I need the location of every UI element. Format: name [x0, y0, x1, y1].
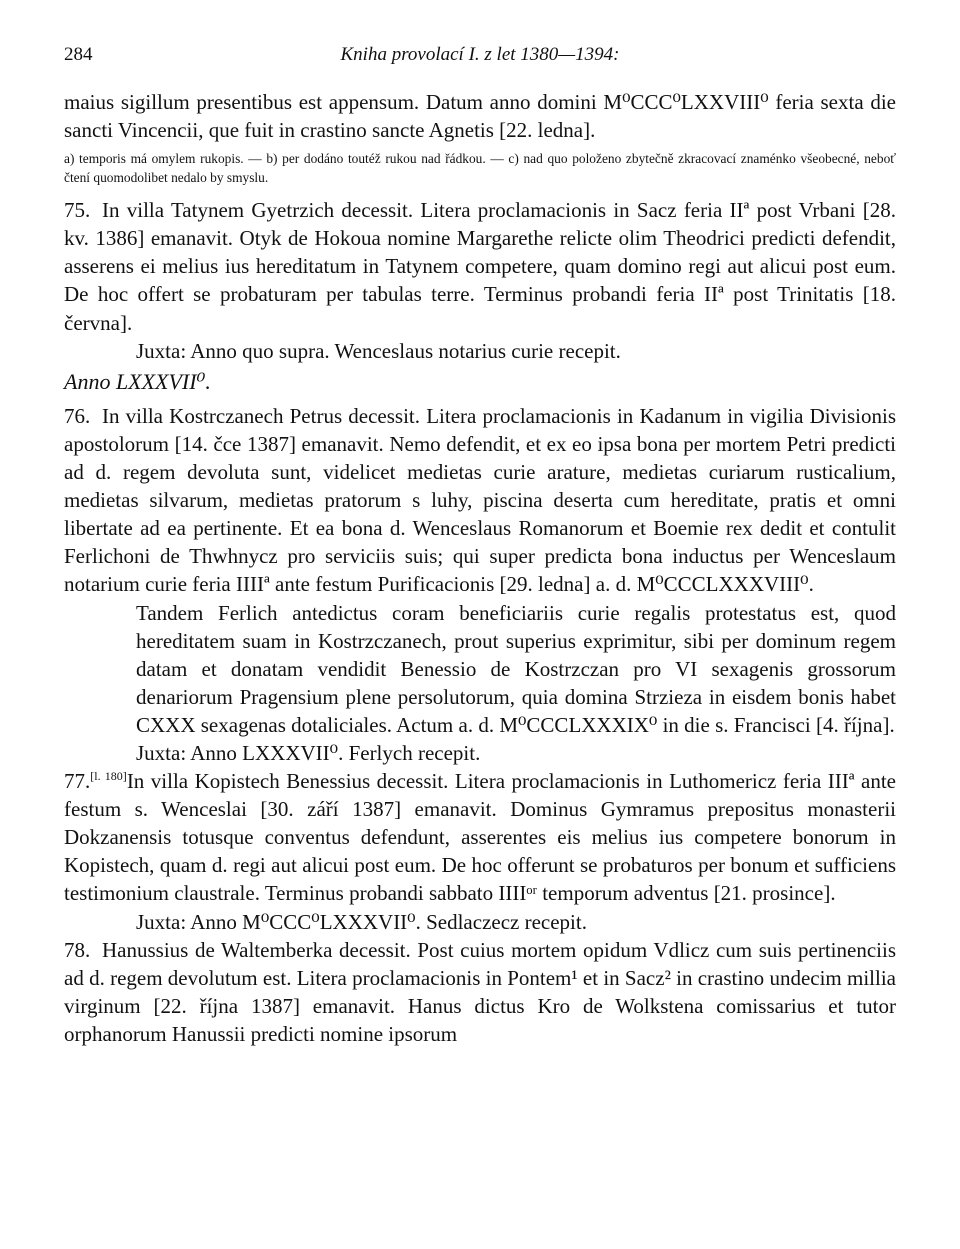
entry-number: 78.: [64, 937, 91, 962]
entry-75: [64, 196, 896, 336]
entry-77: [64, 767, 896, 907]
footnotes: [64, 149, 896, 187]
entry-text: In villa Kostrczanech Petrus decessit. Litera proclamacionis in Kadanum in vigilia Divisionis apostolorum [14. čce 1387] emanavit. Nemo defendit, et ex eo ipsa bona per mortem Petri predicti ad d. regem devoluta sunt, videlicet medietas curie arature, medietas curiarum rusticalium, medietas silvarum, medietas pratorum s luhy, piscina deserta cum hereditate, pratis et omni libertate ad ea pertinente. Et ea bona d. Wenceslaus Romanorum et Boemie rex dedit et contulit Ferlichoni de Thwhnycz pro serviciis suis; qui super predicta bona inductus per Wenceslaum notarium curie feria IIIIª ante festum Purificacionis [29. ledna] a. d. M⁰CCCLXXXVIII⁰.: [64, 403, 896, 597]
entry-number: 75.: [64, 198, 91, 223]
folio-reference: [l. 180]: [90, 769, 127, 784]
entry-number: 77.: [64, 769, 91, 794]
entry-77-juxta: Juxta: Anno M⁰CCC⁰LXXXVII⁰. Sedlaczecz recepit.: [136, 909, 587, 934]
footnote-text: a) temporis má omylem rukopis. — b) per dodáno toutéž rukou nad řádkou. — c) nad quo položeno zbytečně zkracovací znaménko všeobecné, neboť čtení quomodolibet nedalo by smyslu.: [64, 151, 896, 186]
entry-text: Hanussius de Waltemberka decessit. Post cuius mortem opidum Vdlicz cum suis pertinenciis ad d. regem devolutum est. Litera proclamacionis in Pontem¹ et in Sacz² in crastino undecim millia virginum [22. října 1387] emanavit. Hanus dictus Kro de Wolkstena comissarius et tutor orphanorum Hanussii predicti nomine ipsorum: [64, 937, 896, 1046]
page-header: [64, 44, 896, 74]
paragraph-continuation: maius sigillum presentibus est appensum. Datum anno domini M⁰CCC⁰LXXVIII⁰ feria sexta die sancti Vincencii, que fuit in crastino sancte Agnetis [22. ledna].: [64, 90, 896, 143]
entry-75-juxta: Juxta: Anno quo supra. Wenceslaus notarius curie recepit.: [136, 338, 621, 363]
entry-number: 76.: [64, 403, 91, 428]
entry-76-juxta: Juxta: Anno LXXXVII⁰. Ferlych recepit.: [136, 740, 481, 765]
running-title: Kniha provolací I. z let 1380—1394:: [340, 44, 620, 65]
entry-text: In villa Tatynem Gyetrzich decessit. Litera proclamacionis in Sacz feria IIª post Vrbani [28. kv. 1386] emanavit. Otyk de Hokoua nomine Margarethe relicte olim Theodrici predicti defendit, asserens ei melius ius hereditatum in Tatynem competere, quam domino regi aut alicui post eum. De hoc offert se probaturam per tabulas terre. Terminus probandi feria IIª post Trinitatis [18. června].: [64, 198, 896, 335]
entry-76-paragraph: Tandem Ferlich antedictus coram beneficiariis curie regalis protestatus est, quod hereditatem suam in Kostrzczanech, prout superius exprimitur, sibi per dominum regem datam et donatam vendidit Benessio de Kostrzczan pro VI sexagenis grossorum denariorum Pragensium plene persolutorum, quia domina Strzieza in eisdem bonis habet CXXX sexagenas dotaliciales. Actum a. d. M⁰CCCLXXXIX⁰ in die s. Francisci [4. října].: [136, 600, 896, 737]
entry-76: [64, 402, 896, 599]
page-number: 284: [64, 44, 93, 65]
document-page: [64, 44, 896, 1048]
year-heading: Anno LXXXVII⁰.: [64, 368, 211, 394]
entry-text: In villa Kopistech Benessius decessit. Litera proclamacionis in Luthomericz feria IIIª ante festum s. Wenceslai [30. září 1387] emanavit. Dominus Gymramus prepositus monasterii Dokzanensis totusque conventus defendunt, asserentes eis melius ius competere bonorum in Kopistech, quam d. regi aut alicui post eum. De hoc offerunt se probaturos per bonum et sufficiens testimonium claustrale. Terminus probandi sabbato IIIIᵒʳ temporum adventus [21. prosince].: [64, 769, 896, 906]
entry-78: [64, 936, 896, 1048]
